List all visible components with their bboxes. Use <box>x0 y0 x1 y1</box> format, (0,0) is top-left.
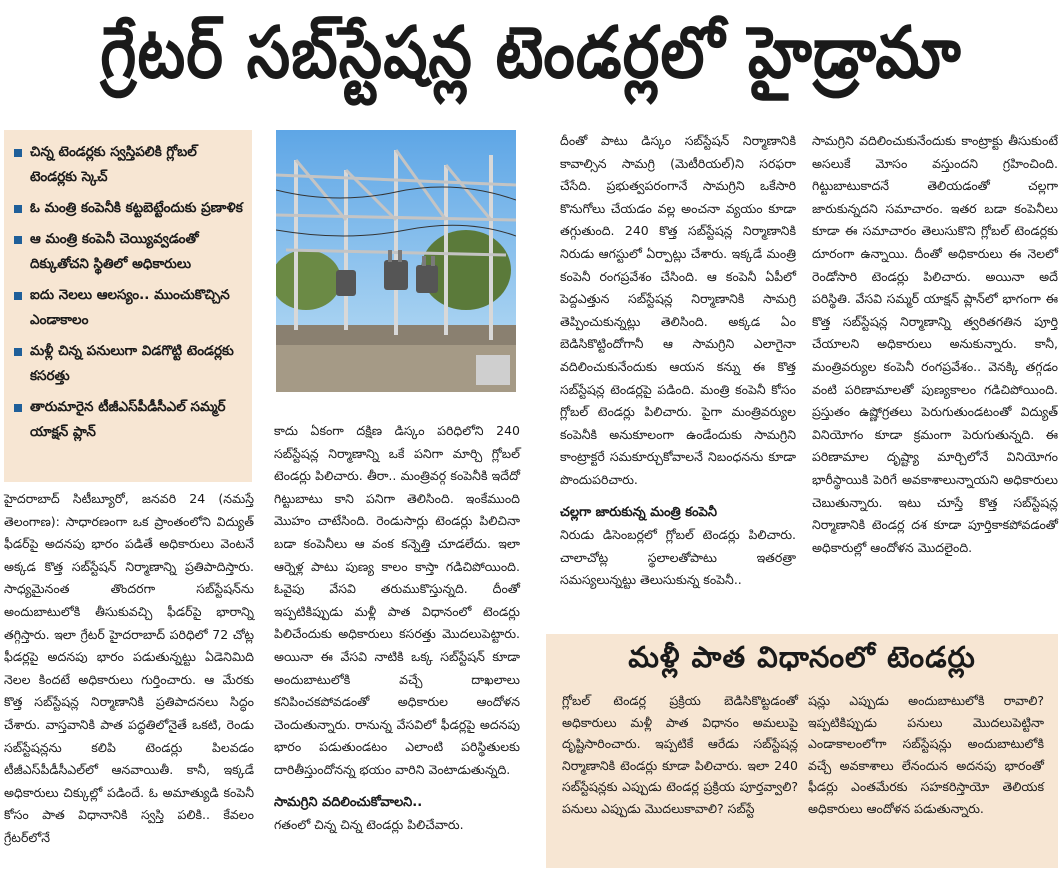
article-subheading: సామగ్రిని వదిలించుకోవాలని.. <box>274 794 423 810</box>
headline: గ్రేటర్ సబ్‌స్టేషన్ల టెండర్లలో హైడ్రామా <box>100 10 962 95</box>
highlight-item: తారుమారైన టీజీఎస్‌పీడీసీఎల్ సమ్మర్ యాక్షన్ ప్లాన్ <box>12 395 244 445</box>
highlight-item: ఆ మంత్రి కంపెనీ చెయ్యివ్వడంతో దిక్కుతోచని స్థితిలో అధికారులు <box>12 227 244 277</box>
highlight-item: మళ్లీ చిన్న పనులుగా విడగొట్టి టెండర్లకు కసరత్తు <box>12 339 244 389</box>
article-paragraph: హైదరాబాద్ సిటీబ్యూరో, జనవరి 24 (నమస్తే తెలంగాణ): సాధారణంగా ఒక ప్రాంతంలోని విద్యుత్ ఫీడర్‌పై అదనపు భారం పడితే అధికారులు వెంటనే అక్కడ కొత్త సబ్‌స్టేషన్ నిర్మాణాన్ని ప్రతిపాదిస్తారు. సాధ్యమైనంత తొందరగా సబ్‌స్టేషన్‌ను అందుబాటులోకి తీసుకువచ్చి ఫీడర్‌పై భారాన్ని తగ్గిస్తారు. ఇలా గ్రేటర్ హైదరాబాద్ పరిధిలో 72 చోట్ల ఫీడర్లపై అదనపు భారం పడుతున్నట్టు ఏడెనిమిది నెలల కిందటే అధికారులు గుర్తించారు. ఆ మేరకు కొత్త సబ్‌స్టేషన్ల నిర్మాణానికి ప్రతిపాదనలు సిద్ధం చేశారు. వాస్తవానికి పాత పద్ధతిలోనైతే ఒకటి, రెండు సబ్‌స్టేషన్లను కలిపి టెండర్లు పిలవడం టీజీఎస్‌పీడీసీఎల్‌లో ఆనవాయితీ. కానీ, ఇక్కడే అధికారులు చిక్కుల్లో పడిందే. ఓ అమాత్యుడి కంపెనీ కోసం పాత విధానానికి స్వస్తి పలికి.. కేవలం గ్రేటర్‌లోనే <box>4 491 254 845</box>
article-column-4 <box>812 130 1058 559</box>
sidebar-box-title: మళ్లీ పాత విధానంలో టెండర్లు <box>628 640 976 674</box>
sidebar-box-column-2 <box>808 690 1044 819</box>
article-column-1 <box>4 488 254 850</box>
article-paragraph: కాదు ఏకంగా దక్షిణ డిస్కం పరిధిలోని 240 సబ్‌స్టేషన్ల నిర్మాణాన్ని ఒకే పనిగా మార్చి గ్లోబల్ టెండర్లు పిలిచారు. తీరా.. మంత్రివర్గ కంపెనీకి ఇదేదో గిట్టుబాటు కాని పనిగా తెలిసింది. ఇంకేముంది మొహం చాటేసింది. రెండుసార్లు టెండర్లు పిలిచినా బడా కంపెనీలు ఆ వంక కన్నెత్తి చూడలేదు. ఇలా ఆర్నెళ్ల పాటు పుణ్య కాలం కాస్తా గడిచిపోయింది. ఓవైపు వేసవి తరుముకొస్తున్నది. దీంతో ఇప్పటికిప్పుడు మళ్లీ పాత విధానంలో టెండర్లు పిలిచేందుకు అధికారులు కసరత్తు మొదలుపెట్టారు. అయినా ఈ వేసవి నాటికి ఒక్క సబ్‌స్టేషన్ కూడా అందుబాటులోకి వచ్చే దాఖలాలు కనిపించకపోవడంతో అధికారుల ఆందోళన చెందుతున్నారు. రానున్న వేసవిలో ఫీడర్లపై అదనపు భారం పడుతుండటం ఎలాంటి పరిస్థితులకు దారితీస్తుందోనన్న భయం వారిని వెంటాడుతున్నది. <box>274 423 520 777</box>
highlight-item: ఐదు నెలలు ఆలస్యం.. ముంచుకొచ్చిన ఎండాకాలం <box>12 283 244 333</box>
article-subheading: చల్లగా జారుకున్న మంత్రి కంపెనీ <box>560 504 717 520</box>
highlight-item: చిన్న టెండర్లకు స్వస్తిపలికి గ్లోబల్ టెండర్లకు స్కెచ్ <box>12 140 244 190</box>
article-paragraph: గతంలో చిన్న చిన్న టెండర్లు పిలిచేవారు. <box>274 817 464 833</box>
highlight-item: ఓ మంత్రి కంపెనీకి కట్టబెట్టేందుకు ప్రణాళిక <box>12 196 244 221</box>
sidebar-box-column-1 <box>562 690 798 819</box>
sidebar-box <box>546 634 1058 868</box>
article-paragraph: నిరుడు డిసెంబర్లలో గ్లోబల్ టెండర్లు పిలిచారు. చాలాచోట్ల స్థలాలతోపాటు ఇతరత్రా సమస్యలున్నట్టు తెలుసుకున్న కంపెనీ.. <box>560 527 796 588</box>
article-column-2 <box>274 420 520 837</box>
article-paragraph: సామగ్రిని వదిలించుకునేందుకు కాంట్రాక్టు తీసుకుంటే అసలుకే మోసం వస్తుందని గ్రహించింది. గిట్టుబాటుకాదనే తెలియడంతో చల్లగా జారుకున్నదని సమాచారం. ఇతర బడా కంపెనీలు కూడా ఈ సమాచారం తెలుసుకొని గ్లోబల్ టెండర్లకు దూరంగా ఉన్నాయి. దీంతో అధికారులు ఈ నెలలో రెండోసారి టెండర్లు పిలిచారు. అయినా అదే పరిస్థితి. వేసవి సమ్మర్ యాక్షన్ ప్లాన్‌లో భాగంగా ఈ కొత్త సబ్‌స్టేషన్ల నిర్మాణాన్ని త్వరితగతిన పూర్తి చేయాలని అధికారులు అనుకున్నారు. కానీ, మంత్రివర్యుల కంపెనీ రంగప్రవేశం.. వెనక్కి తగ్గడం వంటి పరిణామాలతో పుణ్యకాలం గడిచిపోయింది. ప్రస్తుతం ఉష్ణోగ్రతలు పెరుగుతుండటంతో విద్యుత్ వినియోగం కూడా క్రమంగా పెరుగుతున్నది. ఈ పరిణామాల దృష్ట్యా మార్చిలోనే వినియోగం భారీస్థాయికి పెరిగే అవకాశాలున్నాయని అధికారులు చెబుతున్నారు. ఇటు చూస్తే కొత్త సబ్‌స్టేషన్ల నిర్మాణానికి టెండర్ల దశ కూడా పూర్తికాకపోవడంతో అధికారుల్లో ఆందోళన మొదలైంది. <box>812 133 1058 555</box>
sidebar-box-paragraph: గ్లోబల్ టెండర్ల ప్రక్రియ బెడిసికొట్టడంతో అధికారులు మళ్లీ పాత విధానం అమలుపై దృష్టిసారించారు. ఇప్పటికే ఆరేడు సబ్‌స్టేషన్ల నిర్మాణానికి టెండర్లు కూడా పిలిచారు. ఇలా 240 సబ్‌స్టేషన్లకు ఎప్పుడు టెండర్ల ప్రక్రియ పూర్తవ్వాలి? పనులు ఎప్పుడు మొదలుకావాలి? సబ్‌స్టే <box>562 693 798 816</box>
article-column-3 <box>560 130 796 592</box>
highlights-list <box>12 140 244 445</box>
highlights-box <box>4 130 252 482</box>
sidebar-box-paragraph: షన్లు ఎప్పుడు అందుబాటులోకి రావాలి? ఇప్పటికిప్పుడు పనులు మొదలుపెట్టినా ఎండాకాలంలోగా సబ్‌స్టేషన్లు అందుబాటులోకి వచ్చే అవకాశాలు లేనందున అదనపు భారంతో ఫీడర్లు ఎంతమేరకు సహకరిస్తాయో తెలియక అధికారులు ఆందోళన పడుతున్నారు. <box>808 693 1044 816</box>
substation-photo <box>276 130 516 392</box>
substation-illustration <box>276 130 516 392</box>
article-paragraph: దీంతో పాటు డిస్కం సబ్‌స్టేషన్ నిర్మాణానికి కావాల్సిన సామగ్రి (మెటీరియల్)ని సరఫరా చేసేది. ప్రభుత్వపరంగానే సామగ్రిని ఒకేసారి కొనుగోలు చేయడం వల్ల అంచనా వ్యయం కూడా తగ్గుతుంది. 240 కొత్త సబ్‌స్టేషన్ల నిర్మాణానికి నిరుడు ఆగస్టులో ఏర్పాట్లు చేశారు. ఇక్కడే మంత్రి కంపెనీ రంగప్రవేశం చేసింది. ఆ కంపెనీ ఏపీలో పెద్దఎత్తున సబ్‌స్టేషన్ల నిర్మాణానికి సామగ్రి తెప్పించుకున్నట్లు తెలిసింది. అక్కడ ఏం బెడిసికొట్టిందోగానీ ఆ సామగ్రిని ఎలాగైనా వదిలించుకునేందుకు ఆయన కన్ను ఈ కొత్త సబ్‌స్టేషన్ల టెండర్లపై పడింది. మంత్రి కంపెనీ కోసం గ్లోబల్ టెండర్లు పిలిచారు. పైగా మంత్రివర్యుల కంపెనీకి అనుకూలంగా ఉండేందుకు సామగ్రిని కాంట్రాక్టరే సమకూర్చుకోవాలనే నిబంధనను కూడా పొందుపరిచారు. <box>560 133 796 487</box>
